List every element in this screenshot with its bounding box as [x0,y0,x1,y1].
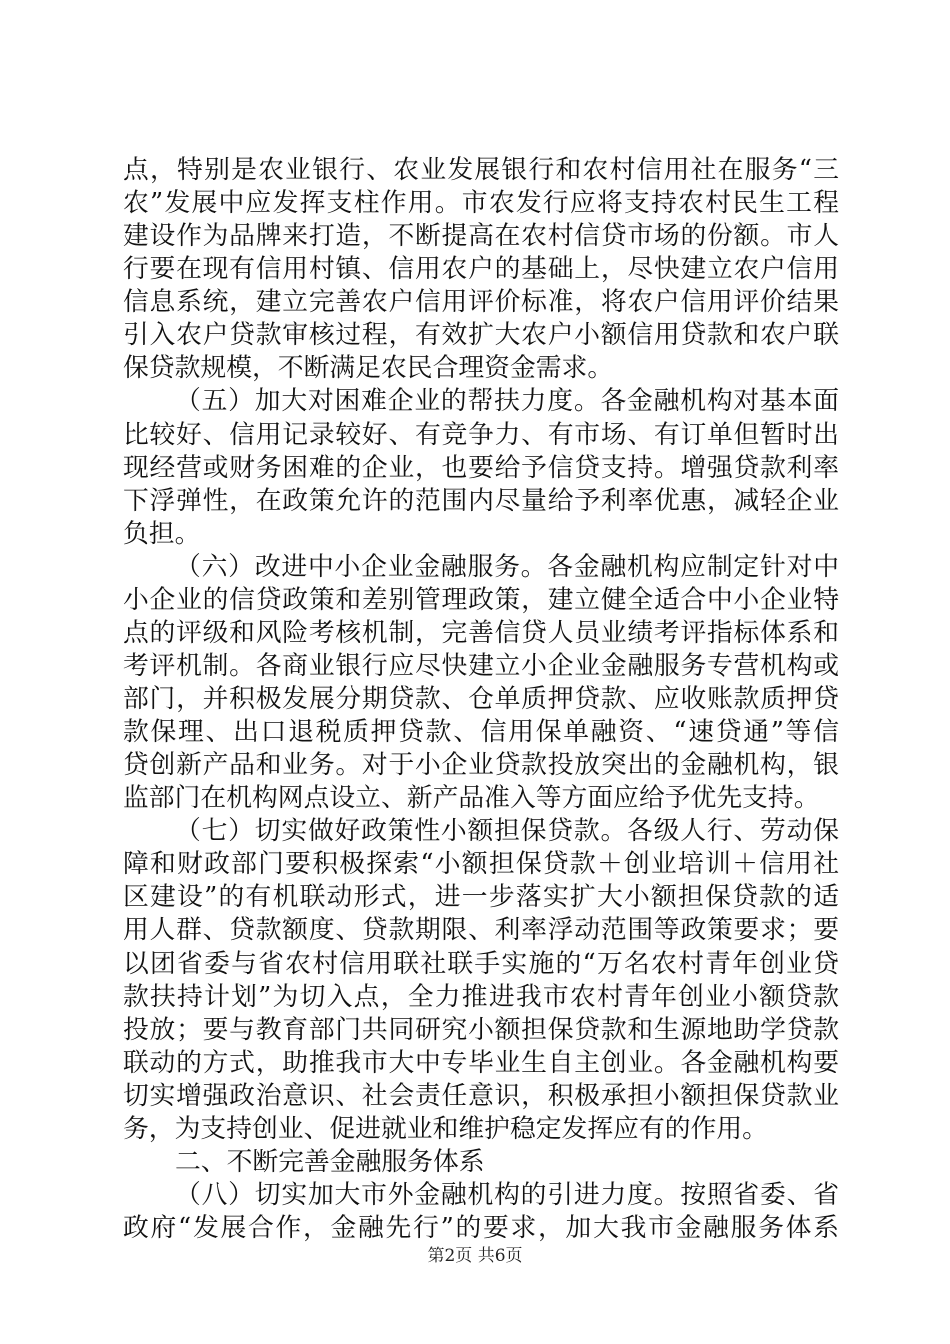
paragraph-heading-5: （五）加大对困难企业的帮扶力度。各金融机构对基本面 [175,386,839,416]
text-line: 点的评级和风险考核机制，完善信贷人员业绩考评指标体系和 [123,618,839,648]
text-line: 务，为支持创业、促进就业和维护稳定发挥应有的作用。 [123,1114,768,1144]
text-line: 负担。 [123,519,201,549]
text-line: 信息系统，建立完善农户信用评价标准，将农户信用评价结果 [123,287,839,317]
text-line: 障和财政部门要积极探索“小额担保贷款＋创业培训＋信用社 [123,849,839,879]
paragraph-heading-8: （八）切实加大市外金融机构的引进力度。按照省委、省 [175,1180,839,1210]
text-line: 切实增强政治意识、社会责任意识，积极承担小额担保贷款业 [123,1081,839,1111]
text-line: 行要在现有信用村镇、信用农户的基础上，尽快建立农户信用 [123,254,839,284]
text-line: 引入农户贷款审核过程，有效扩大农户小额信用贷款和农户联 [123,320,839,350]
text-line: 小企业的信贷政策和差别管理政策，建立健全适合中小企业特 [123,585,839,615]
text-line: 投放；要与教育部门共同研究小额担保贷款和生源地助学贷款 [123,1015,839,1045]
text-line: 区建设”的有机联动形式，进一步落实扩大小额担保贷款的适 [123,882,839,912]
page-footer: 第2页 共6页 [427,1246,523,1266]
text-line: 考评机制。各商业银行应尽快建立小企业金融服务专营机构或 [123,651,839,681]
text-line: 以团省委与省农村信用联社联手实施的“万名农村青年创业贷 [123,949,839,979]
text-line: 部门，并积极发展分期贷款、仓单质押贷款、应收账款质押贷 [123,684,839,714]
paragraph-heading-6: （六）改进中小企业金融服务。各金融机构应制定针对中 [175,552,839,582]
text-line: 下浮弹性，在政策允许的范围内尽量给予利率优惠，减轻企业 [123,486,839,516]
section-heading-2: 二、不断完善金融服务体系 [175,1147,485,1177]
paragraph-heading-7: （七）切实做好政策性小额担保贷款。各级人行、劳动保 [175,816,839,846]
text-line: 政府“发展合作，金融先行”的要求，加大我市金融服务体系 [123,1213,839,1243]
text-line: 建设作为品牌来打造，不断提高在农村信贷市场的份额。市人 [123,221,839,251]
text-line: 监部门在机构网点设立、新产品准入等方面应给予优先支持。 [123,783,820,813]
text-line: 贷创新产品和业务。对于小企业贷款投放突出的金融机构，银 [123,750,839,780]
text-line: 保贷款规模，不断满足农民合理资金需求。 [123,353,614,383]
text-line: 现经营或财务困难的企业，也要给予信贷支持。增强贷款利率 [123,453,839,483]
text-line: 款扶持计划”为切入点，全力推进我市农村青年创业小额贷款 [123,982,839,1012]
text-line: 用人群、贷款额度、贷款期限、利率浮动范围等政策要求；要 [123,915,839,945]
text-line: 农”发展中应发挥支柱作用。市农发行应将支持农村民生工程 [123,188,839,218]
text-line: 联动的方式，助推我市大中专毕业生自主创业。各金融机构要 [123,1048,839,1078]
text-line: 点，特别是农业银行、农业发展银行和农村信用社在服务“三 [123,155,839,185]
text-line: 款保理、出口退税质押贷款、信用保单融资、“速贷通”等信 [123,717,839,747]
text-line: 比较好、信用记录较好、有竞争力、有市场、有订单但暂时出 [123,420,839,450]
